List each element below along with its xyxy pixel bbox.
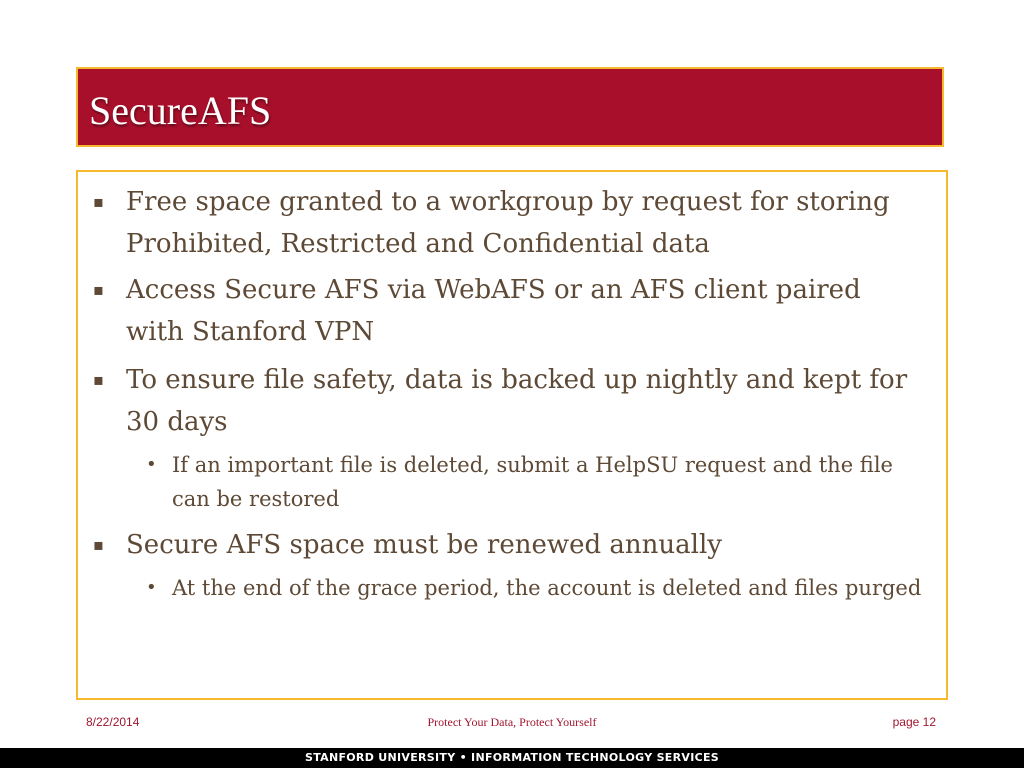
title-bar (76, 67, 944, 147)
sub-bullet-text: If an important file is deleted, submit a HelpSU request and the file can be restored (172, 453, 893, 511)
slide-title: SecureAFS (89, 88, 272, 133)
bullet-text: Access Secure AFS via WebAFS or an AFS client paired with Stanford VPN (126, 275, 861, 347)
square-bullet-icon: ▪ (93, 192, 104, 211)
square-bullet-icon: ▪ (93, 535, 104, 554)
round-bullet-icon: • (146, 577, 157, 598)
bullet-text: To ensure file safety, data is backed up nightly and kept for 30 days (126, 365, 908, 437)
footer-title: Protect Your Data, Protect Yourself (427, 715, 597, 729)
bullet-item (93, 269, 926, 353)
bullet-item (93, 524, 926, 566)
square-bullet-icon: ▪ (93, 280, 104, 299)
bottom-bar: STANFORD UNIVERSITY • INFORMATION TECHNOLOGY SERVICES (0, 748, 1024, 768)
bullet-text: Free space granted to a workgroup by request for storing Prohibited, Restricted and Confidential data (126, 187, 890, 259)
footer-date: 8/22/2014 (86, 715, 140, 729)
sub-bullet-text: At the end of the grace period, the account is deleted and files purged (172, 576, 922, 600)
bullet-text: Secure AFS space must be renewed annually (126, 530, 722, 560)
content-box (76, 170, 948, 700)
square-bullet-icon: ▪ (93, 370, 104, 389)
sub-bullet-item (146, 571, 932, 605)
page-number: page 12 (892, 715, 936, 729)
round-bullet-icon: • (146, 454, 157, 475)
bullet-item (93, 181, 926, 265)
bullet-item (93, 359, 926, 443)
sub-bullet-item (146, 448, 932, 516)
